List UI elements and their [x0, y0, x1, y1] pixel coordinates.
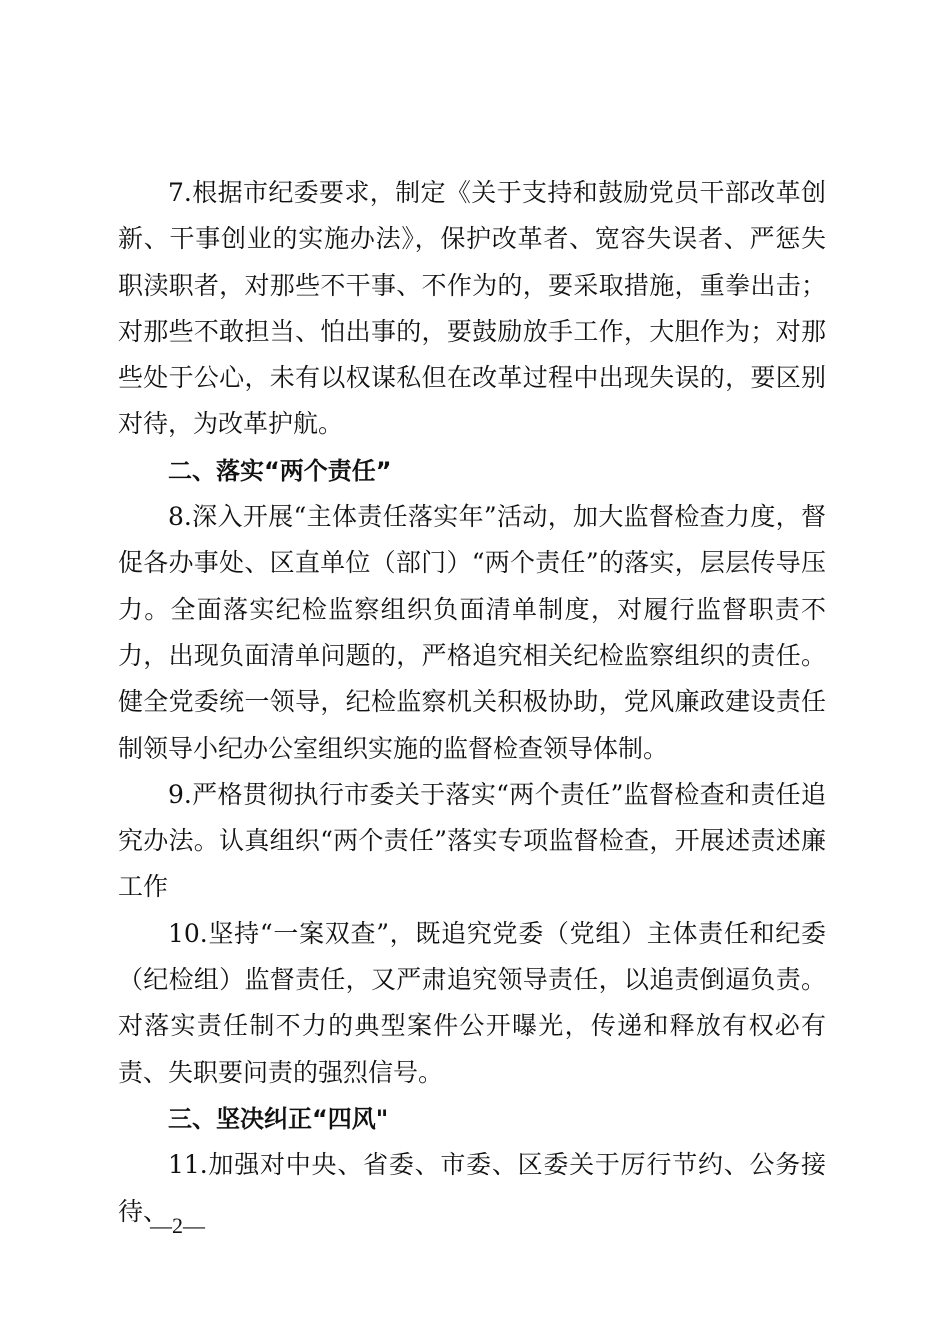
paragraph-item-7: 7.根据市纪委要求，制定《关于支持和鼓励党员干部改革创新、干事创业的实施办法》，保护改革者、宽容失误者、严惩失职渎职者，对那些不干事、不作为的，要采取措施，重拳出击；对那些不敢担当、怕出事的，要鼓励放手工作，大胆作为；对那些处于公心，未有以权谋私但在改革过程中出现失误的，要区别对待，为改革护航。 — [118, 178, 826, 439]
paragraph-item-11: 11.加强对中央、省委、市委、区委关于厉行节约、公务接待、 — [118, 1150, 826, 1226]
section-heading-two: 二、落实“两个责任” — [168, 456, 392, 485]
document-body — [118, 170, 826, 1235]
paragraph-item-9: 9.严格贯彻执行市委关于落实“两个责任”监督检查和责任追究办法。认真组织“两个责任”落实专项监督检查，开展述责述廉工作 — [118, 779, 826, 902]
page-number: —2— — [150, 1213, 205, 1238]
paragraph-item-8: 8.深入开展“主体责任落实年”活动，加大监督检查力度，督促各办事处、区直单位（部门）“两个责任”的落实，层层传导压力。全面落实纪检监察组织负面清单制度，对履行监督职责不力，出现负面清单问题的，严格追究相关纪检监察组织的责任。健全党委统一领导，纪检监察机关积极协助，党风廉政建设责任制领导小纪办公室组织实施的监督检查领导体制。 — [118, 502, 826, 763]
paragraph-item-10: 10.坚持“一案双查”，既追究党委（党组）主体责任和纪委（纪检组）监督责任，又严肃追究领导责任，以追责倒逼负责。对落实责任制不力的典型案件公开曝光，传递和释放有权必有责、失职要问责的强烈信号。 — [118, 918, 826, 1087]
section-heading-three: 三、坚决纠正“四风" — [168, 1104, 389, 1133]
